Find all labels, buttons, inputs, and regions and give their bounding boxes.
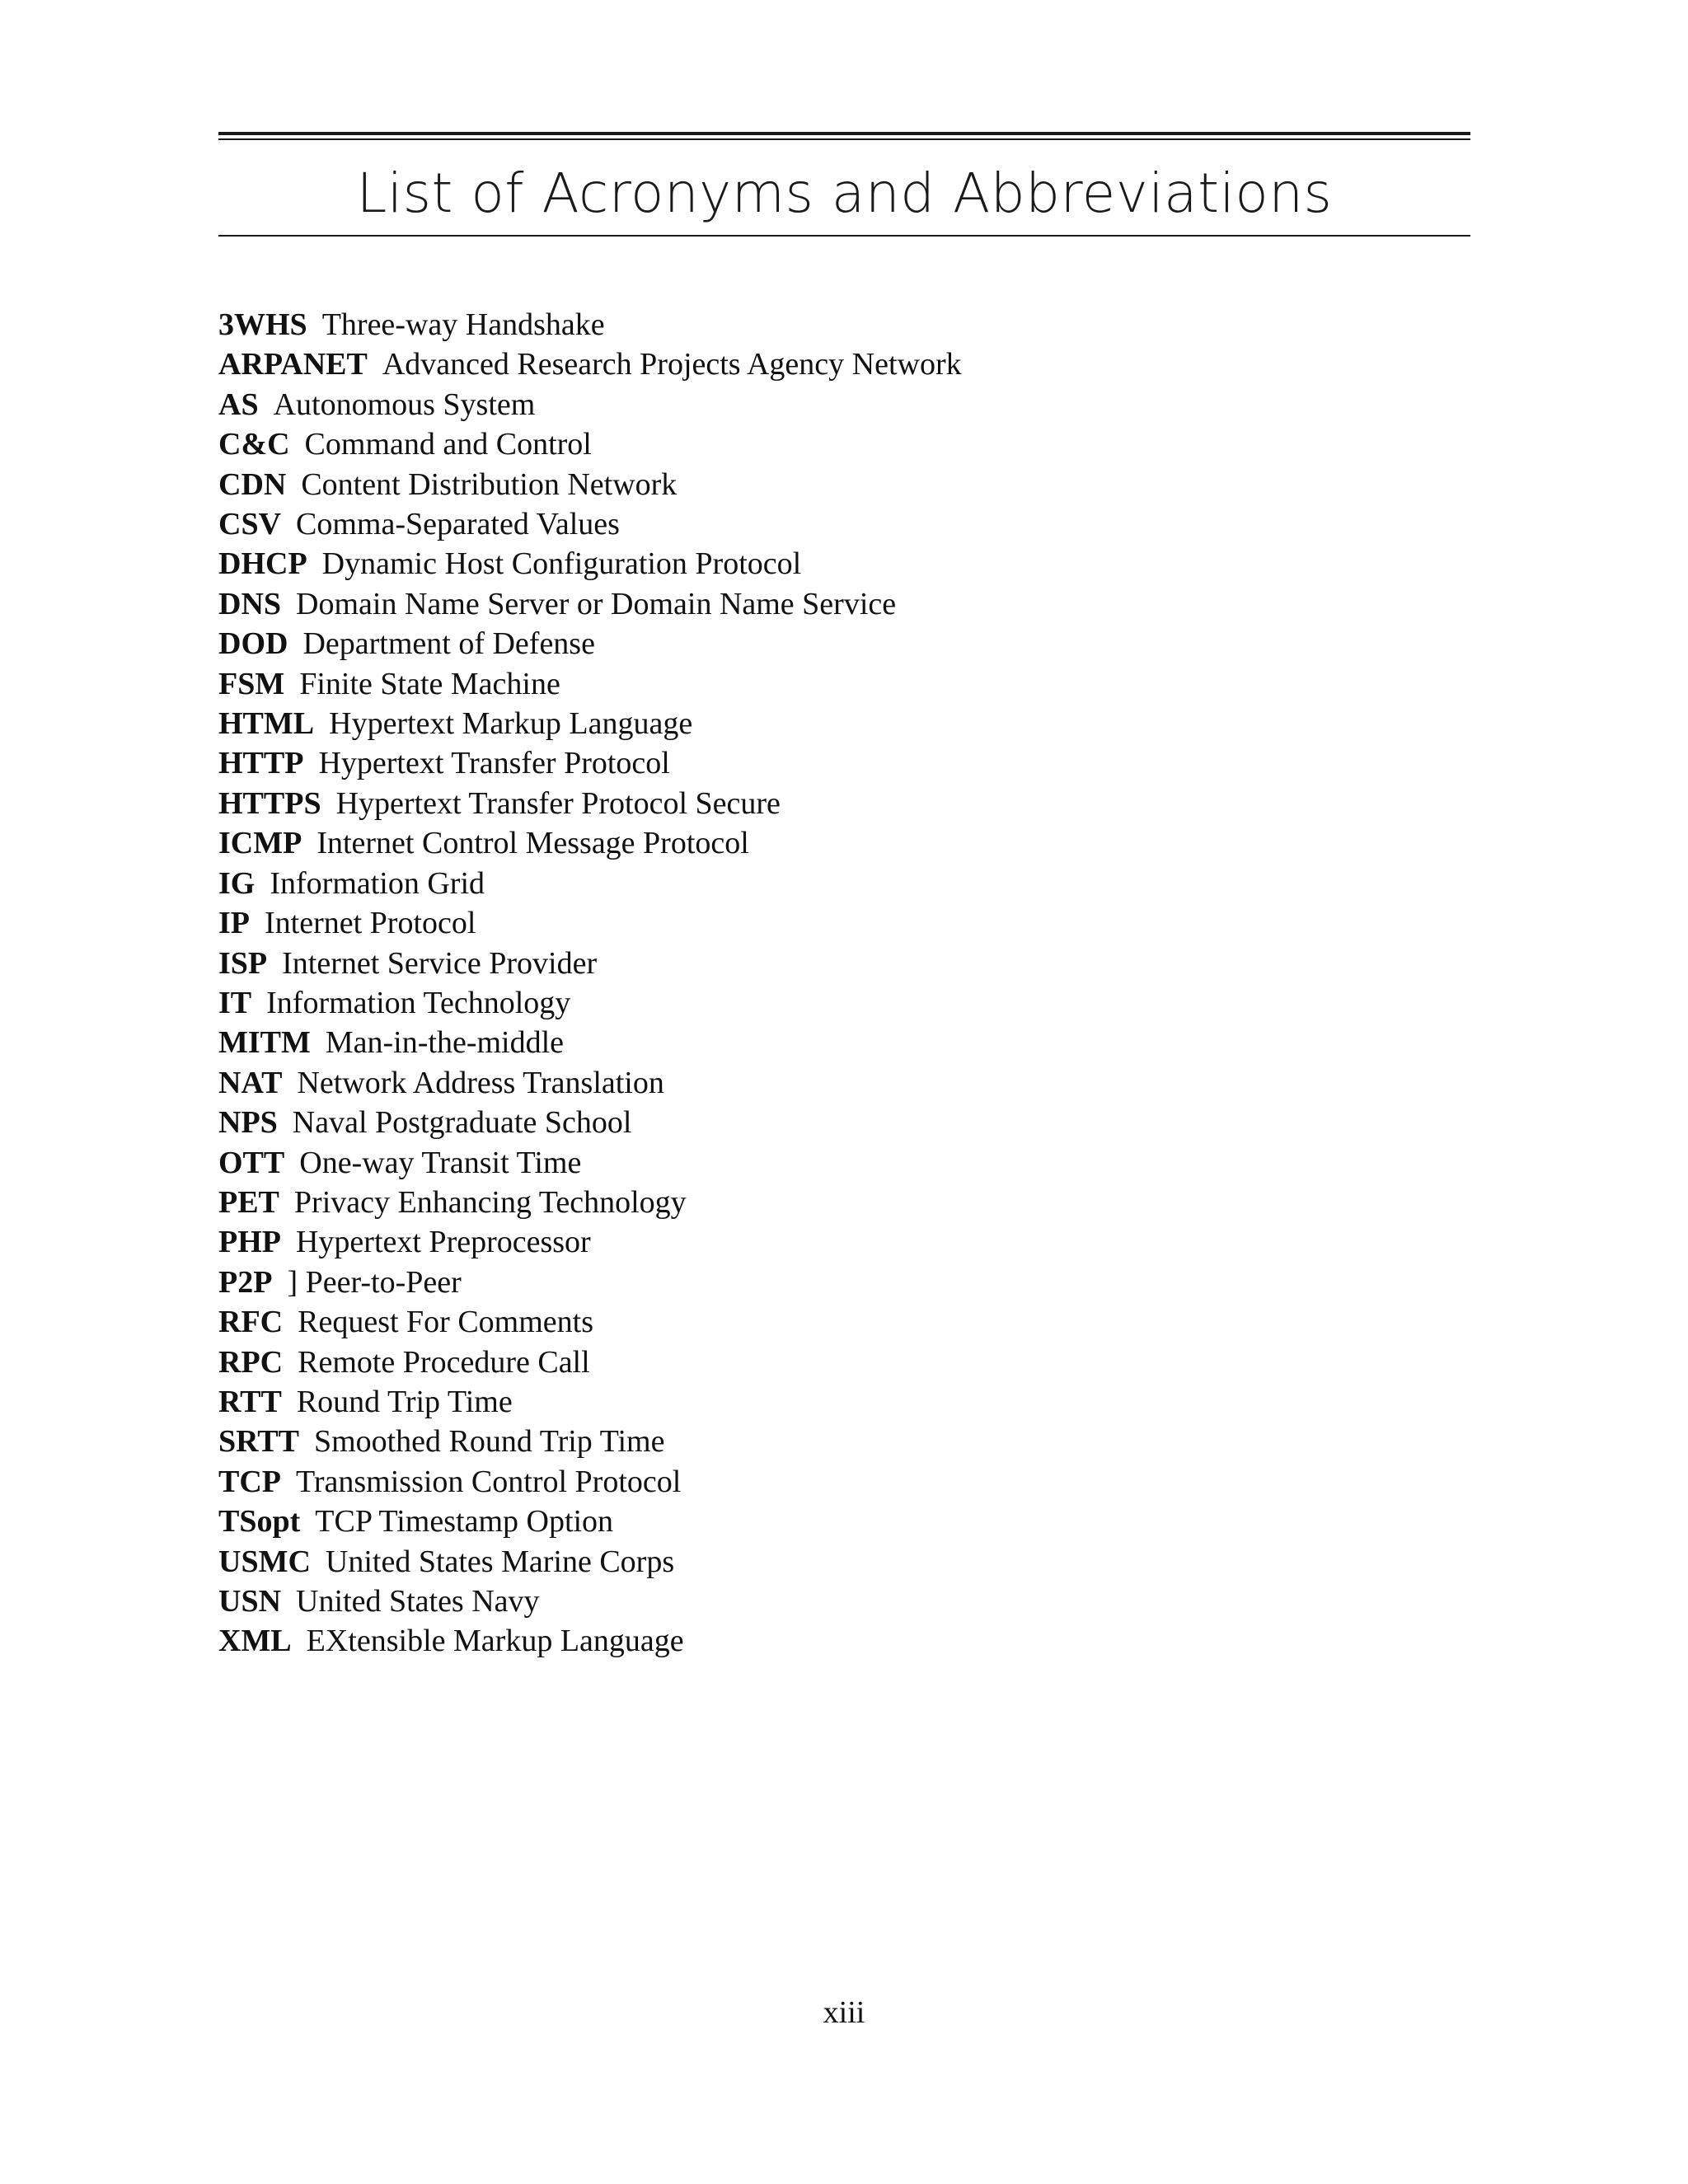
acronym-entry bbox=[218, 424, 962, 464]
acronym-entry bbox=[218, 385, 962, 424]
acronym-entry bbox=[218, 1621, 962, 1661]
acronym-definition: Smoothed Round Trip Time bbox=[313, 1424, 665, 1460]
acronym-entry bbox=[218, 1382, 962, 1422]
acronym-entry bbox=[218, 1582, 962, 1621]
acronym-term: PET bbox=[218, 1184, 279, 1220]
acronym-entry bbox=[218, 1502, 962, 1541]
acronym-entry bbox=[218, 1542, 962, 1582]
page-number: xiii bbox=[823, 1995, 865, 2030]
acronym-term: RFC bbox=[218, 1305, 284, 1340]
acronym-term: OTT bbox=[218, 1145, 285, 1180]
acronym-definition: Finite State Machine bbox=[299, 666, 560, 701]
acronym-entry bbox=[218, 624, 962, 663]
acronym-term: NAT bbox=[218, 1065, 283, 1100]
acronym-definition: Information Grid bbox=[270, 865, 485, 901]
acronym-definition: EXtensible Markup Language bbox=[306, 1624, 684, 1659]
acronym-term: DOD bbox=[218, 626, 288, 662]
acronym-definition: United States Marine Corps bbox=[325, 1544, 675, 1579]
acronym-term: FSM bbox=[218, 666, 285, 701]
acronym-term: USMC bbox=[218, 1544, 311, 1579]
acronym-entry bbox=[218, 1063, 962, 1103]
acronym-term: XML bbox=[218, 1624, 292, 1659]
acronym-term: HTTPS bbox=[218, 785, 321, 821]
acronym-definition: Domain Name Server or Domain Name Service bbox=[296, 586, 897, 621]
acronym-entry bbox=[218, 584, 962, 624]
acronym-definition: Three-way Handshake bbox=[321, 307, 605, 342]
acronym-entry bbox=[218, 903, 962, 943]
acronym-entry bbox=[218, 1103, 962, 1142]
acronym-term: CSV bbox=[218, 507, 282, 542]
acronym-entry bbox=[218, 983, 962, 1023]
acronym-definition: Content Distribution Network bbox=[301, 466, 678, 502]
acronym-entry bbox=[218, 344, 962, 384]
acronym-entry bbox=[218, 743, 962, 783]
acronym-definition: Autonomous System bbox=[273, 387, 536, 422]
acronym-term: NPS bbox=[218, 1105, 278, 1141]
acronym-list bbox=[218, 305, 962, 1661]
acronym-entry bbox=[218, 664, 962, 704]
acronym-entry bbox=[218, 1183, 962, 1222]
acronym-definition: Naval Postgraduate School bbox=[292, 1105, 632, 1141]
acronym-term: 3WHS bbox=[218, 307, 307, 342]
acronym-entry bbox=[218, 823, 962, 863]
acronym-definition: Internet Control Message Protocol bbox=[316, 826, 749, 861]
acronym-entry bbox=[218, 1143, 962, 1183]
acronym-term: IP bbox=[218, 906, 250, 941]
acronym-term: ICMP bbox=[218, 826, 302, 861]
acronym-definition: Network Address Translation bbox=[297, 1065, 664, 1100]
acronym-definition: Hypertext Transfer Protocol bbox=[318, 746, 670, 781]
acronym-definition: Advanced Research Projects Agency Network bbox=[382, 347, 962, 382]
acronym-definition: ] Peer-to-Peer bbox=[287, 1264, 462, 1300]
acronym-definition: TCP Timestamp Option bbox=[315, 1504, 614, 1540]
acronym-definition: Command and Control bbox=[304, 427, 592, 462]
acronym-term: DNS bbox=[218, 586, 282, 621]
acronym-entry bbox=[218, 944, 962, 983]
title-rule-top-thin bbox=[218, 138, 1470, 140]
acronym-definition: Hypertext Preprocessor bbox=[295, 1225, 591, 1260]
title-rule-top-thick bbox=[218, 132, 1470, 135]
acronym-term: C&C bbox=[218, 427, 290, 462]
acronym-term: SRTT bbox=[218, 1424, 299, 1460]
acronym-entry bbox=[218, 305, 962, 344]
page-title: List of Acronyms and Abbreviations bbox=[356, 162, 1333, 225]
acronym-term: CDN bbox=[218, 466, 287, 502]
acronym-definition: Internet Protocol bbox=[265, 906, 476, 941]
acronym-definition: Hypertext Transfer Protocol Secure bbox=[335, 785, 781, 821]
acronym-term: PHP bbox=[218, 1225, 281, 1260]
acronym-definition: United States Navy bbox=[296, 1584, 540, 1619]
acronym-definition: Dynamic Host Configuration Protocol bbox=[321, 546, 802, 582]
acronym-term: RPC bbox=[218, 1344, 284, 1380]
acronym-term: ISP bbox=[218, 945, 268, 981]
acronym-definition: Remote Procedure Call bbox=[298, 1344, 590, 1380]
acronym-entry bbox=[218, 1263, 962, 1302]
acronym-term: IG bbox=[218, 865, 256, 901]
acronym-entry bbox=[218, 1302, 962, 1342]
acronym-entry bbox=[218, 465, 962, 504]
acronym-term: TCP bbox=[218, 1464, 281, 1499]
acronym-term: RTT bbox=[218, 1384, 282, 1419]
acronym-definition: Internet Service Provider bbox=[282, 945, 598, 981]
acronym-entry bbox=[218, 784, 962, 823]
acronym-entry bbox=[218, 1222, 962, 1262]
acronym-term: ARPANET bbox=[218, 347, 368, 382]
acronym-definition: Man-in-the-middle bbox=[325, 1025, 565, 1061]
acronym-entry bbox=[218, 504, 962, 544]
title-rule-bottom bbox=[218, 235, 1470, 237]
acronym-definition: Request For Comments bbox=[298, 1305, 593, 1340]
acronym-entry bbox=[218, 1023, 962, 1062]
acronym-entry bbox=[218, 1462, 962, 1502]
acronym-entry bbox=[218, 1343, 962, 1382]
acronym-term: TSopt bbox=[218, 1504, 301, 1540]
acronym-definition: One-way Transit Time bbox=[299, 1145, 582, 1180]
acronym-definition: Comma-Separated Values bbox=[296, 507, 620, 542]
acronym-definition: Privacy Enhancing Technology bbox=[293, 1184, 687, 1220]
acronym-definition: Round Trip Time bbox=[296, 1384, 513, 1419]
acronym-definition: Hypertext Markup Language bbox=[329, 706, 693, 742]
acronym-term: HTTP bbox=[218, 746, 304, 781]
acronym-term: IT bbox=[218, 985, 252, 1020]
acronym-entry bbox=[218, 1422, 962, 1461]
acronym-term: P2P bbox=[218, 1264, 273, 1300]
acronym-definition: Information Technology bbox=[266, 985, 571, 1020]
acronym-definition: Department of Defense bbox=[302, 626, 595, 662]
acronym-term: AS bbox=[218, 387, 259, 422]
acronym-entry bbox=[218, 864, 962, 903]
acronym-term: DHCP bbox=[218, 546, 307, 582]
acronym-definition: Transmission Control Protocol bbox=[296, 1464, 682, 1499]
acronym-term: USN bbox=[218, 1584, 282, 1619]
acronym-entry bbox=[218, 544, 962, 583]
acronym-term: HTML bbox=[218, 706, 315, 742]
acronym-entry bbox=[218, 704, 962, 743]
acronym-term: MITM bbox=[218, 1025, 311, 1061]
